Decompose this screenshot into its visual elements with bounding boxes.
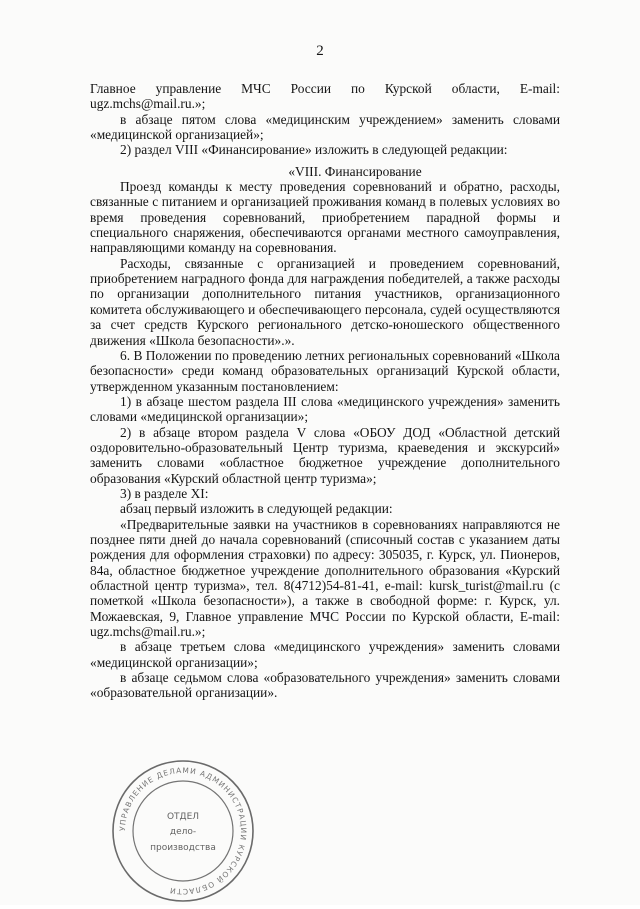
page-number: 2 — [316, 43, 324, 59]
paragraph: «Предварительные заявки на участников в соревнованиях направляются не позднее пяти дней до начала соревнований (списочный состав с указанием даты рождения для оформления страховки) по адресу: 305035, г. Курск, ул. Пионеров, 84а, областное бюджетное учреждение дополнительного образования «Курский областной центр туризма», тел. 8(4712)54-81-41, e-mail: kursk_turist@mail.ru (с пометкой «Школа безопасности»), а также в свободной форме: г. Курск, ул. Можаевская, 9, Главное управление МЧС России по Курской области, E-mail: ugz.mchs@mail.ru.»; — [90, 516, 560, 640]
document-body — [90, 81, 560, 701]
paragraph: 1) в абзаце шестом раздела III слова «медицинского учреждения» заменить словами «медицинской организации»; — [90, 393, 560, 425]
stamp-line-2: дело- — [169, 827, 197, 837]
stamp-line-1: ОТДЕЛ — [166, 812, 200, 822]
paragraph: в абзаце третьем слова «медицинского учреждения» заменить словами «медицинской организации»; — [90, 639, 560, 670]
paragraph: 3) в разделе XI: — [120, 485, 209, 501]
svg-text:УПРАВЛЕНИЕ ДЕЛАМИ АДМИНИСТРАЦИ — [118, 766, 248, 896]
paragraph: абзац первый изложить в следующей редакции: — [120, 501, 393, 517]
paragraph: 6. В Положении по проведению летних региональных соревнований «Школа безопасности» среди команд образовательных организаций Курской области, утвержденном указанным постановлением: — [90, 347, 560, 394]
paragraph: в абзаце седьмом слова «образовательного учреждения» заменить словами «образовательной организации». — [90, 670, 560, 701]
stamp-seal-icon — [108, 756, 258, 906]
paragraph: Проезд команды к месту проведения соревнований и обратно, расходы, связанные с питанием и организацией проживания команд в полевых условиях во время проведения соревнований, приобретением парадной формы и специального снаряжения, обеспечиваются органами местного самоуправления, направляющими команду на соревнования. — [90, 179, 560, 256]
paragraph: Расходы, связанные с организацией и проведением соревнований, приобретением наградного фонда для награждения победителей, а также расходы по организации дополнительного питания участников, организационного комитета обслуживающего и обеспечивающего персонала, судей осуществляются за счет средств Курского регионального детско-юношеского общественного движения «Школа безопасности».». — [90, 255, 560, 348]
paragraph: 2) раздел VIII «Финансирование» изложить в следующей редакции: — [120, 142, 508, 158]
paragraph: 2) в абзаце втором раздела V слова «ОБОУ ДОД «Областной детский оздоровительно-образовательный Центр туризма, краеведения и экскурсий» заменить словами «областное бюджетное учреждение дополнительного образования «Курский областной центр туризма»; — [90, 424, 560, 486]
paragraph: Главное управление МЧС России по Курской области, E-mail: ugz.mchs@mail.ru.»; — [90, 81, 560, 112]
section-heading: «VIII. Финансирование — [288, 163, 422, 179]
paragraph: в абзаце пятом слова «медицинским учреждением» заменить словами «медицинской организацией»; — [90, 111, 560, 143]
stamp-ring-text: УПРАВЛЕНИЕ ДЕЛАМИ АДМИНИСТРАЦИИ КУРСКОЙ ОБЛАСТИ — [117, 765, 249, 897]
stamp-line-3: производства — [150, 843, 216, 853]
office-stamp — [108, 756, 258, 906]
